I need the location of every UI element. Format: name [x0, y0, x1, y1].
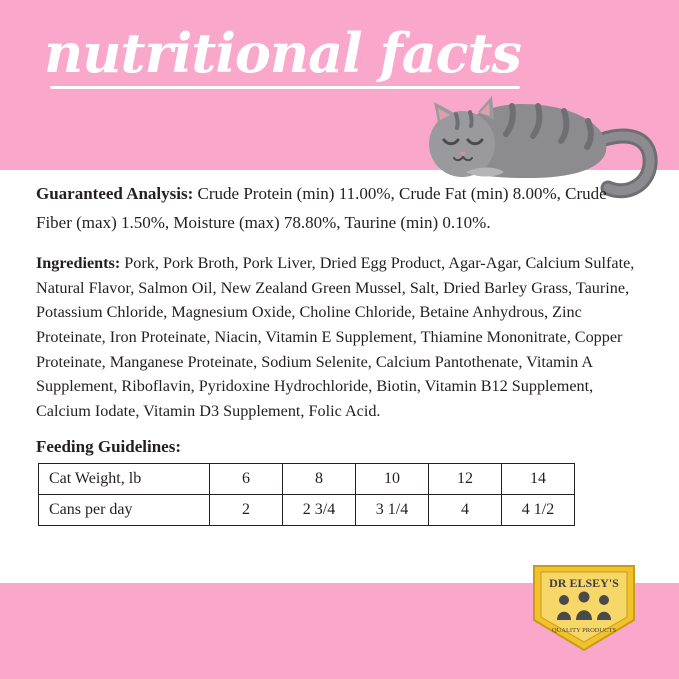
cell-weight-1: 6 [210, 464, 283, 495]
guaranteed-analysis-label: Guaranteed Analysis: [36, 184, 194, 203]
guaranteed-analysis-paragraph [36, 180, 646, 237]
cell-cans-2: 2 3/4 [283, 495, 356, 526]
cell-weight-4: 12 [429, 464, 502, 495]
guaranteed-analysis-text: Crude Protein (min) 11.00%, Crude Fat (min) 8.00%, Crude Fiber (max) 1.50%, Moisture (max) 78.80%, Taurine (min) 0.10%. [36, 184, 607, 232]
cell-weight-5: 14 [502, 464, 575, 495]
label-content [36, 180, 646, 526]
table-row [39, 495, 575, 526]
brand-logo [524, 560, 644, 656]
cell-weight-3: 10 [356, 464, 429, 495]
cell-cans-1: 2 [210, 495, 283, 526]
ingredients-text: Pork, Pork Broth, Pork Liver, Dried Egg Product, Agar-Agar, Calcium Sulfate, Natural Flavor, Salmon Oil, New Zealand Green Mussel, Salt, Dried Barley Grass, Taurine, Potassium Chloride, Magnesium Oxide, Choline Chloride, Betaine Anhydrous, Zinc Proteinate, Iron Proteinate, Niacin, Vitamin E Supplement, Thiamine Mononitrate, Copper Proteinate, Manganese Proteinate, Sodium Selenite, Calcium Pantothenate, Vitamin A Supplement, Riboflavin, Pyridoxine Hydrochloride, Biotin, Vitamin B12 Supplement, Calcium Iodate, Vitamin D3 Supplement, Folic Acid. [36, 254, 635, 420]
table-row [39, 464, 575, 495]
svg-text:DR ELSEY'S: DR ELSEY'S [549, 576, 619, 590]
cell-cans-3: 3 1/4 [356, 495, 429, 526]
ingredients-label: Ingredients: [36, 254, 121, 273]
cell-cans-4: 4 [429, 495, 502, 526]
cell-weight-2: 8 [283, 464, 356, 495]
svg-text:QUALITY PRODUCTS: QUALITY PRODUCTS [551, 627, 617, 634]
page-title [44, 21, 564, 85]
feeding-guidelines-table [38, 463, 575, 526]
feeding-guidelines-title: Feeding Guidelines: [36, 437, 181, 457]
row-header-cans-per-day: Cans per day [39, 495, 210, 526]
cell-cans-5: 4 1/2 [502, 495, 575, 526]
row-header-cat-weight: Cat Weight, lb [39, 464, 210, 495]
ingredients-paragraph [36, 251, 646, 423]
page-title-text: nutritional facts [44, 21, 521, 85]
